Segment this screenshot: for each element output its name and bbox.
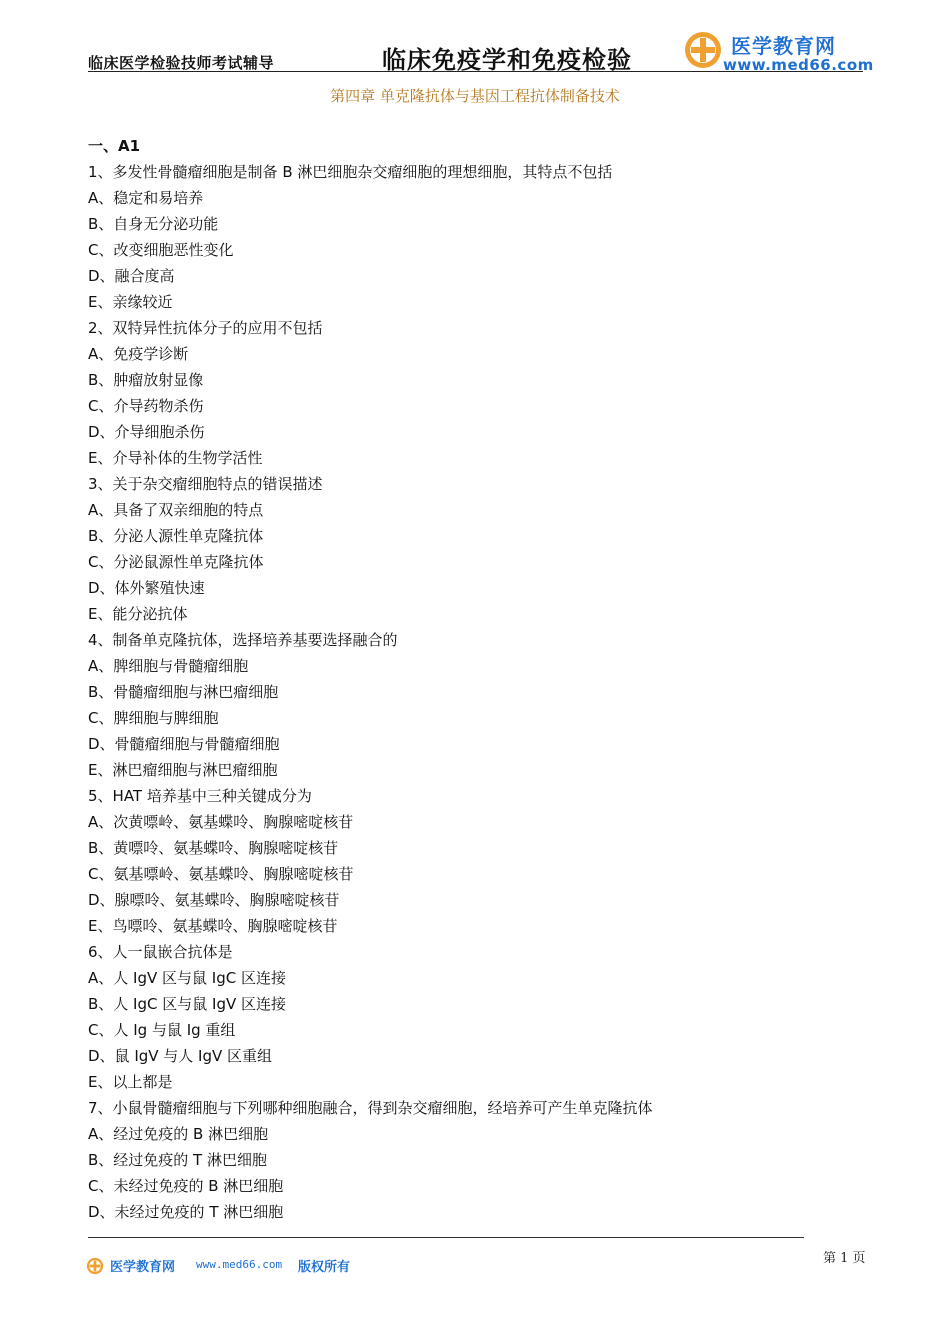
footer-site-name[interactable]: 医学教育网 xyxy=(110,1260,176,1275)
option-1e: E、亲缘较近 xyxy=(88,293,173,311)
question-5: 5、HAT 培养基中三种关键成分为 xyxy=(88,787,312,805)
header-left-text: 临床医学检验技师考试辅导 xyxy=(88,54,275,72)
option-7d: D、未经过免疫的 T 淋巴细胞 xyxy=(88,1203,284,1221)
option-5c: C、氨基嘌岭、氨基蝶呤、胸腺嘧啶核苷 xyxy=(88,865,354,883)
option-6d: D、鼠 IgV 与人 IgV 区重组 xyxy=(88,1047,273,1065)
question-4: 4、制备单克隆抗体，选择培养基要选择融合的 xyxy=(88,631,398,649)
option-2e: E、介导补体的生物学活性 xyxy=(88,449,263,467)
logo-name: 医学教育网 xyxy=(731,34,836,58)
footer-site-url[interactable]: www.med66.com xyxy=(196,1258,283,1271)
option-2c: C、介导药物杀伤 xyxy=(88,397,204,415)
footer-divider xyxy=(88,1237,804,1238)
option-4d: D、骨髓瘤细胞与骨髓瘤细胞 xyxy=(88,735,280,753)
logo-cross-icon xyxy=(683,30,723,70)
option-5b: B、黄嘌呤、氨基蝶呤、胸腺嘧啶核苷 xyxy=(88,839,339,857)
header-divider xyxy=(88,71,863,72)
option-1d: D、融合度高 xyxy=(88,267,175,285)
option-6a: A、人 IgV 区与鼠 IgC 区连接 xyxy=(88,969,286,987)
option-4b: B、骨髓瘤细胞与淋巴瘤细胞 xyxy=(88,683,279,701)
page-number: 第 1 页 xyxy=(823,1251,866,1266)
site-logo[interactable] xyxy=(683,28,874,74)
option-3b: B、分泌人源性单克隆抗体 xyxy=(88,527,264,545)
option-3e: E、能分泌抗体 xyxy=(88,605,188,623)
footer-copyright: 版权所有 xyxy=(298,1260,351,1275)
option-2d: D、介导细胞杀伤 xyxy=(88,423,205,441)
option-1b: B、自身无分泌功能 xyxy=(88,215,219,233)
option-7a: A、经过免疫的 B 淋巴细胞 xyxy=(88,1125,269,1143)
option-3a: A、具备了双亲细胞的特点 xyxy=(88,501,264,519)
logo-url: www.med66.com xyxy=(723,56,874,74)
option-6e: E、以上都是 xyxy=(88,1073,173,1091)
option-3d: D、体外繁殖快速 xyxy=(88,579,205,597)
document-title: 临床免疫学和免疫检验 xyxy=(382,46,632,74)
footer-logo-icon xyxy=(86,1257,104,1275)
question-2: 2、双特异性抗体分子的应用不包括 xyxy=(88,319,323,337)
question-7: 7、小鼠骨髓瘤细胞与下列哪种细胞融合，得到杂交瘤细胞，经培养可产生单克隆抗体 xyxy=(88,1099,653,1117)
option-1a: A、稳定和易培养 xyxy=(88,189,204,207)
option-4a: A、脾细胞与骨髓瘤细胞 xyxy=(88,657,249,675)
option-1c: C、改变细胞恶性变化 xyxy=(88,241,234,259)
question-3: 3、关于杂交瘤细胞特点的错误描述 xyxy=(88,475,323,493)
option-2a: A、免疫学诊断 xyxy=(88,345,189,363)
option-5e: E、鸟嘌呤、氨基蝶呤、胸腺嘧啶核苷 xyxy=(88,917,338,935)
question-content xyxy=(88,133,848,1225)
section-title: 一、A1 xyxy=(88,137,141,155)
option-7b: B、经过免疫的 T 淋巴细胞 xyxy=(88,1151,267,1169)
question-6: 6、人一鼠嵌合抗体是 xyxy=(88,943,233,961)
option-2b: B、肿瘤放射显像 xyxy=(88,371,204,389)
option-6c: C、人 Ig 与鼠 Ig 重组 xyxy=(88,1021,236,1039)
question-1: 1、多发性骨髓瘤细胞是制备 B 淋巴细胞杂交瘤细胞的理想细胞，其特点不包括 xyxy=(88,163,613,181)
option-5a: A、次黄嘌岭、氨基蝶呤、胸腺嘧啶核苷 xyxy=(88,813,354,831)
option-4e: E、淋巴瘤细胞与淋巴瘤细胞 xyxy=(88,761,278,779)
option-4c: C、脾细胞与脾细胞 xyxy=(88,709,219,727)
chapter-heading: 第四章 单克隆抗体与基因工程抗体制备技术 xyxy=(330,87,620,105)
option-6b: B、人 IgC 区与鼠 IgV 区连接 xyxy=(88,995,286,1013)
option-3c: C、分泌鼠源性单克隆抗体 xyxy=(88,553,264,571)
option-5d: D、腺嘌呤、氨基蝶呤、胸腺嘧啶核苷 xyxy=(88,891,340,909)
option-7c: C、未经过免疫的 B 淋巴细胞 xyxy=(88,1177,284,1195)
